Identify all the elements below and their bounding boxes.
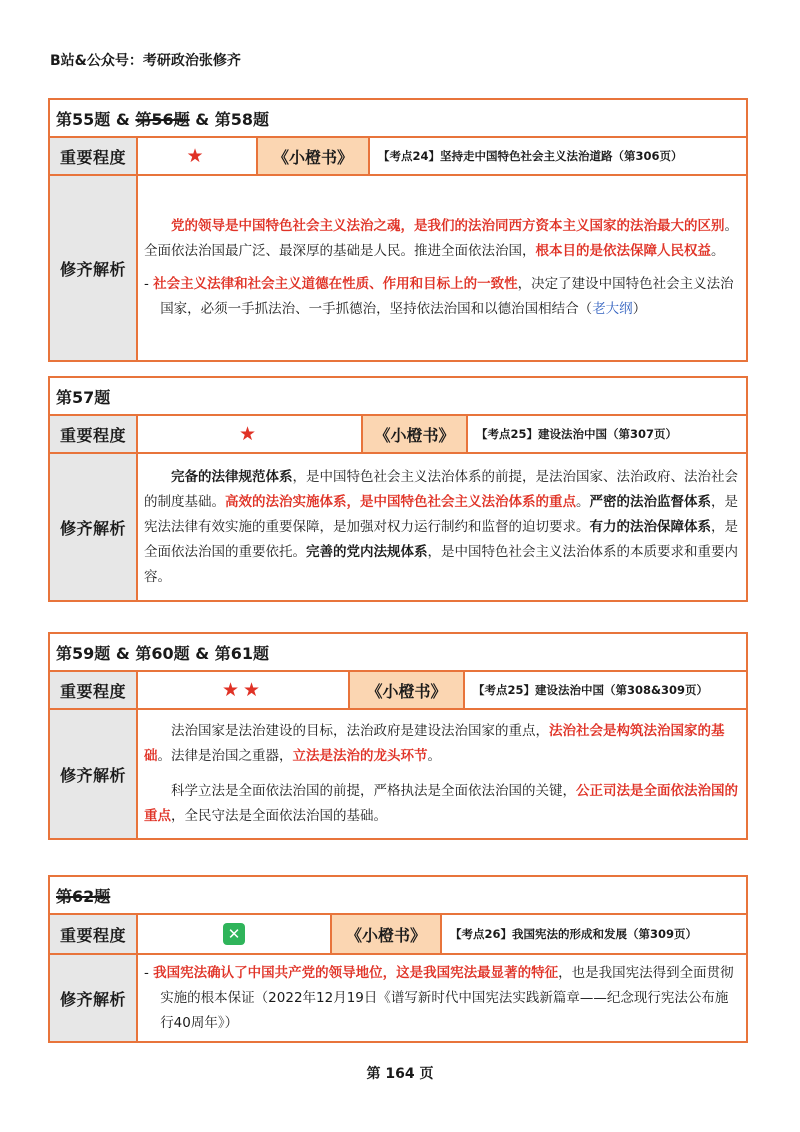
text: 。全面依法治国最广泛、最深厚的基础是人民。推进全面依法治国， — [144, 218, 738, 259]
importance-label: 重要程度 — [49, 415, 137, 453]
text: ，是全面依法治国的重要依托。 — [144, 518, 738, 560]
emphasis-text: 根本目的是依法保障人民权益 — [535, 243, 711, 259]
analysis-label: 修齐解析 — [49, 954, 137, 1042]
book-label: 《小橙书》 — [331, 914, 441, 954]
analysis-bullet — [144, 272, 740, 322]
page-number: 第 164 页 — [366, 1066, 434, 1082]
emphasis-text: 法治社会是构筑法治国家的基础 — [144, 723, 725, 764]
topic-label: 【考点25】建设法治中国（第308&309页） — [464, 671, 747, 709]
block-title — [49, 876, 747, 914]
topic-label: 【考点24】坚持走中国特色社会主义法治道路（第306页） — [369, 137, 747, 175]
question-block-62 — [48, 875, 748, 1043]
analysis-paragraph — [144, 719, 740, 769]
text: 法治国家是法治建设的目标，法治政府是建设法治国家的重点， — [171, 723, 549, 739]
text: ，是中国特色社会主义法治体系的前提，是法治国家、法治政府、法治社会的制度基础。 — [144, 468, 738, 510]
title-part-struck: 第62题 — [56, 886, 111, 906]
text: 科学立法是全面依法治国的前提，严格执法是全面依法治国的关键， — [171, 783, 576, 799]
emphasis-text: 高效的法治实施体系，是中国特色社会主义法治体系的重点 — [225, 493, 576, 510]
question-block-59-60-61 — [48, 632, 748, 840]
bold-text: 严密的法治监督体系 — [589, 493, 711, 510]
topic-label: 【考点25】建设法治中国（第307页） — [467, 415, 747, 453]
bullet-mark: - — [144, 276, 154, 292]
analysis-label: 修齐解析 — [49, 709, 137, 839]
importance-label: 重要程度 — [49, 671, 137, 709]
analysis-label: 修齐解析 — [49, 453, 137, 601]
analysis-content — [137, 954, 747, 1042]
emphasis-text: 社会主义法律和社会主义道德在性质、作用和目标上的一致性 — [153, 276, 518, 292]
bold-text: 有力的法治保障体系 — [589, 518, 711, 535]
book-label: 《小橙书》 — [362, 415, 467, 453]
text: ，也是我国宪法得到全面贯彻实施的根本保证（2022年12月19日《谱写新时代中国宪法实践新篇章——纪念现行宪法公布施行40周年》） — [160, 964, 734, 1031]
bold-text: 完善的党内法规体系 — [306, 543, 428, 560]
book-label: 《小橙书》 — [257, 137, 369, 175]
analysis-paragraph — [144, 214, 740, 264]
question-block-55-56-58 — [48, 98, 748, 362]
text: 。 — [427, 748, 441, 764]
emphasis-text: 公正司法是全面依法治国的重点 — [144, 783, 738, 824]
importance-cell — [137, 914, 331, 954]
bullet-mark: - — [144, 964, 154, 981]
text: ，全民守法是全面依法治国的基础。 — [171, 808, 387, 824]
block-title: 第57题 — [49, 377, 747, 415]
block-title — [49, 99, 747, 137]
title-part: 第55题 & — [56, 109, 136, 129]
importance-stars: ★★ — [137, 671, 349, 709]
text: ，是中国特色社会主义法治体系的本质要求和重要内容。 — [144, 543, 738, 585]
emphasis-text: 我国宪法确认了中国共产党的领导地位，这是我国宪法最显著的特征 — [153, 964, 559, 981]
text: 。 — [576, 493, 590, 510]
analysis-content — [137, 453, 747, 601]
bold-text: 完备的法律规范体系 — [171, 468, 293, 485]
analysis-content — [137, 709, 747, 839]
importance-stars: ★ — [137, 137, 257, 175]
book-label: 《小橙书》 — [349, 671, 464, 709]
analysis-content — [137, 175, 747, 361]
text: ，是宪法法律有效实施的重要保障，是加强对权力运行制约和监督的迫切要求。 — [144, 493, 738, 535]
outline-tag: 老大纲 — [592, 301, 633, 317]
question-block-57 — [48, 376, 748, 602]
topic-label: 【考点26】我国宪法的形成和发展（第309页） — [441, 914, 747, 954]
page-header: B站&公众号：考研政治张修齐 — [50, 53, 241, 69]
text: 。法律是治国之重器， — [157, 748, 293, 764]
emphasis-text: 立法是法治的龙头环节 — [292, 748, 428, 764]
text: 。 — [711, 243, 725, 259]
block-title: 第59题 & 第60题 & 第61题 — [49, 633, 747, 671]
analysis-label: 修齐解析 — [49, 175, 137, 361]
text: ，决定了建设中国特色社会主义法治国家，必须一手抓法治、一手抓德治，坚持依法治国和以德治国相结合（ — [160, 276, 734, 317]
importance-stars: ★ — [137, 415, 362, 453]
importance-label: 重要程度 — [49, 914, 137, 954]
cross-mark-icon: ✕ — [223, 923, 245, 945]
text: ） — [632, 301, 647, 317]
title-part-struck: 第56题 — [135, 109, 190, 129]
importance-label: 重要程度 — [49, 137, 137, 175]
analysis-bullet — [144, 961, 740, 1036]
analysis-paragraph — [144, 779, 740, 829]
emphasis-text: 党的领导是中国特色社会主义法治之魂，是我们的法治同西方资本主义国家的法治最大的区别 — [171, 218, 725, 234]
title-part: & 第58题 — [189, 109, 270, 129]
analysis-paragraph — [144, 465, 740, 590]
